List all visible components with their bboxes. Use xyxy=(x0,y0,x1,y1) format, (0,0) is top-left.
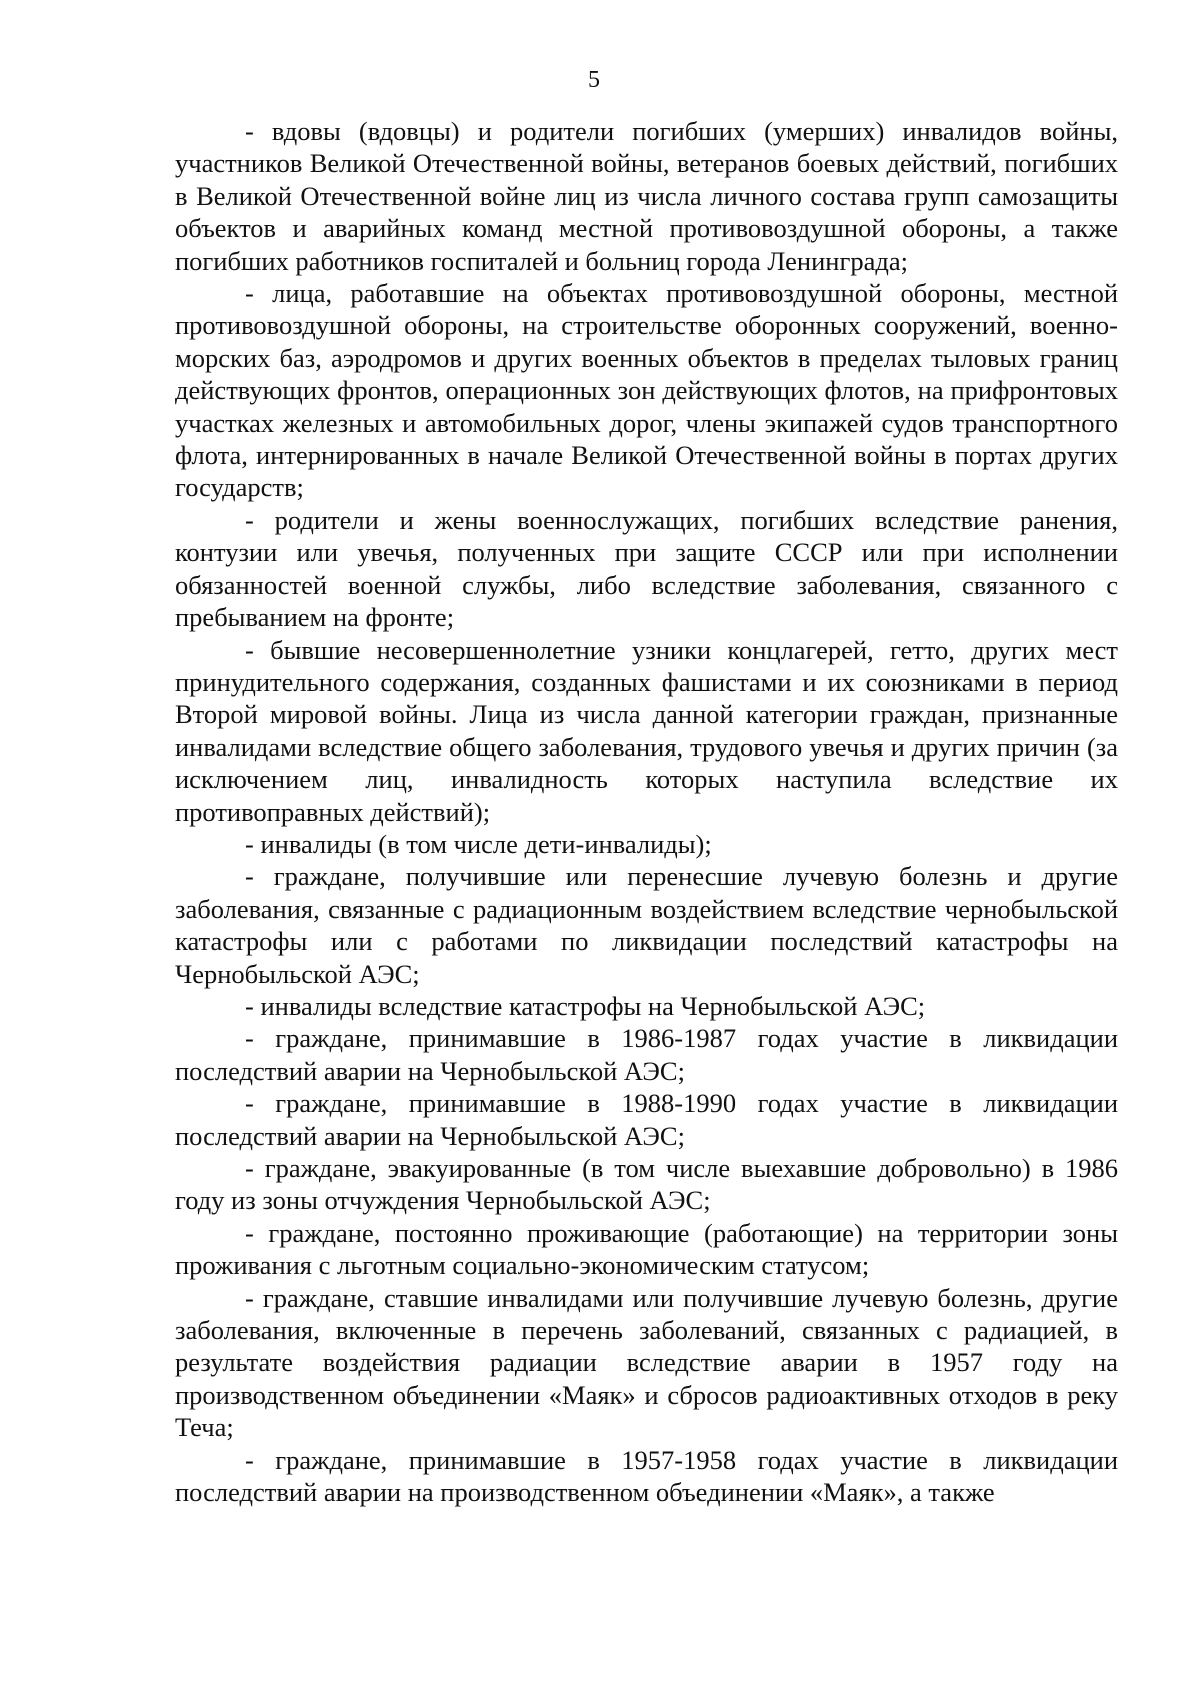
paragraph-widows-of-war-invalids: - вдовы (вдовцы) и родители погибших (умерших) инвалидов войны, участников Великой Отечественной войны, ветеранов боевых действий, погибших в Великой Отечественной войне лиц из числа личного состава групп самозащиты объектов и аварийных команд местной противовоздушной обороны, а также погибших работников госпиталей и больниц города Ленинграда; xyxy=(175,116,1118,276)
paragraph-mayak-1957-radiation: - граждане, ставшие инвалидами или получившие лучевую болезнь, другие заболевания, включенные в перечень заболеваний, связанных с радиацией, в результате воздействия радиации вследствие аварии в 1957 году на производственном объединении «Маяк» и сбросов радиоактивных отходов в реку Теча; xyxy=(175,1282,1118,1443)
paragraph-invalids: - инвалиды (в том числе дети-инвалиды); xyxy=(245,828,712,859)
page-number: 5 xyxy=(588,67,600,93)
document-body xyxy=(175,115,1118,1508)
paragraph-liquidators-1988-1990: - граждане, принимавшие в 1988-1990 годах участие в ликвидации последствий аварии на Чернобыльской АЭС; xyxy=(175,1088,1118,1151)
paragraph-former-underage-prisoners: - бывшие несовершеннолетние узники концлагерей, гетто, других мест принудительного содержания, созданных фашистами и их союзниками в период Второй мировой войны. Лица из числа данной категории граждан, признанные инвалидами вследствие общего заболевания, трудового увечья и других причин (за исключением лиц, инвалидность которых наступила вследствие их противоправных действий); xyxy=(175,634,1118,827)
paragraph-evacuated-1986: - граждане, эвакуированные (в том числе выехавшие добровольно) в 1986 году из зоны отчуждения Чернобыльской АЭС; xyxy=(175,1153,1118,1216)
paragraph-chernobyl-invalids: - инвалиды вследствие катастрофы на Чернобыльской АЭС; xyxy=(245,990,926,1021)
paragraph-preferential-status-zone: - граждане, постоянно проживающие (работающие) на территории зоны проживания с льготным социально-экономическим статусом; xyxy=(175,1217,1118,1281)
paragraph-radiation-sickness-chernobyl: - граждане, получившие или перенесшие лучевую болезнь и другие заболевания, связанные с радиационным воздействием вследствие чернобыльской катастрофы или с работами по ликвидации последствий катастрофы на Чернобыльской АЭС; xyxy=(175,861,1118,989)
paragraph-mayak-liquidators-1957-1958: - граждане, принимавшие в 1957-1958 годах участие в ликвидации последствий аварии на производственном объединении «Маяк», а также xyxy=(175,1444,1118,1508)
paragraph-air-defense-workers: - лица, работавшие на объектах противовоздушной обороны, местной противовоздушной обороны, на строительстве оборонных сооружений, военно-морских баз, аэродромов и других военных объектов в пределах тыловых границ действующих фронтов, операционных зон действующих флотов, на прифронтовых участках железных и автомобильных дорог, члены экипажей судов транспортного флота, интернированных в начале Великой Отечественной войны в портах других государств; xyxy=(175,278,1118,503)
paragraph-liquidators-1986-1987: - граждане, принимавшие в 1986-1987 годах участие в ликвидации последствий аварии на Чернобыльской АЭС; xyxy=(175,1023,1118,1086)
paragraph-parents-and-wives-of-servicemen: - родители и жены военнослужащих, погибших вследствие ранения, контузии или увечья, полученных при защите СССР или при исполнении обязанностей военной службы, либо вследствие заболевания, связанного с пребыванием на фронте; xyxy=(175,504,1118,633)
